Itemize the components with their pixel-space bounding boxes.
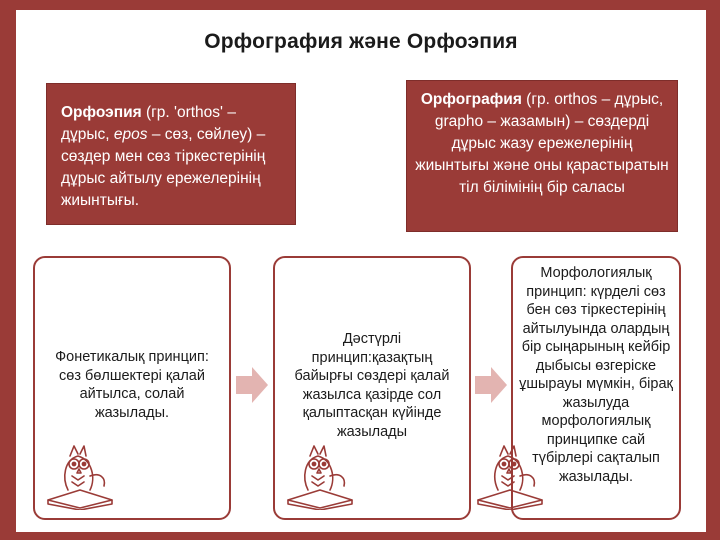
morphological-principle-text: Морфологиялық принцип: күрделі сөз бен сөз тіркестерінің айтылуында олардың бір сыңарының кейбір дыбысы өзгеріске ұшырауы мүмкін, бірақ жазылуда морфологиялық принципке сай түбірлері сақталып жазылады. (519, 265, 673, 485)
orthoepy-text-a: (гр. 'orthos' – дұрыс, (61, 104, 236, 143)
right-arrow-icon (475, 367, 507, 403)
slide-title: Орфография және Орфоэпия (204, 30, 518, 53)
orthoepy-term: Орфоэпия (61, 104, 142, 121)
traditional-principle-text: Дәстүрлі принцип:қазақтың байырғы сөздері қалай жазылса қазірде сол қалыптасқан күйінде жазылады (294, 331, 450, 440)
phonetic-principle-text: Фонетикалық принцип: сөз бөлшектері қалай айтылса, солай жазылады. (55, 349, 209, 421)
orthography-text: (гр. orthos – дұрыс, grapho – жазамын) – сөздерді дұрыс жазу ережелерінің жиынтығы және оны қарастыратын тіл білімінің бір саласы (415, 91, 669, 196)
owl-on-books-icon (284, 442, 356, 510)
owl-on-books-icon (474, 442, 546, 510)
orthoepy-text-b: – сөз, сөйлеу) – сөздер мен сөз тіркестерінің дұрыс айтылу ережелерінің жиынтығы. (61, 126, 266, 209)
owl-on-books-icon (44, 442, 116, 510)
orthography-term: Орфография (420, 91, 522, 108)
right-arrow-icon (236, 367, 268, 403)
orthoepy-epos: epos (113, 126, 148, 143)
slide (16, 10, 706, 532)
orthography-definition-box (406, 80, 678, 232)
orthoepy-definition-box (46, 83, 296, 225)
